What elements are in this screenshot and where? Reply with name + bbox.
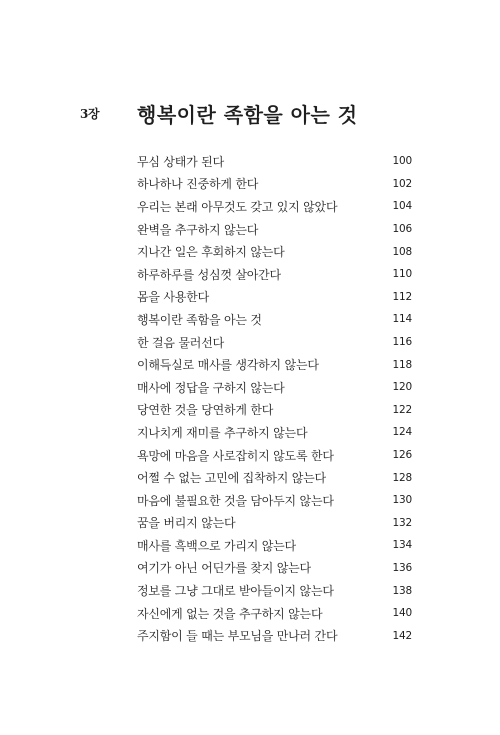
toc-entry-title: 몸을 사용한다	[137, 290, 209, 305]
toc-entry[interactable]	[137, 624, 412, 647]
toc-entry-page-number: 126	[392, 449, 412, 462]
toc-entry-page-number: 118	[392, 358, 412, 371]
toc-entry-title: 욕망에 마음을 사로잡히지 않도록 한다	[137, 448, 334, 463]
toc-entry[interactable]	[137, 489, 412, 512]
toc-entry-page-number: 116	[392, 336, 412, 349]
toc-entry[interactable]	[137, 173, 412, 196]
toc-entry[interactable]	[137, 331, 412, 354]
toc-entry-title: 매사를 흑백으로 가리지 않는다	[137, 538, 296, 553]
toc-entry-title: 행복이란 족함을 아는 것	[137, 312, 262, 327]
toc-entry-title: 한 걸음 물러선다	[137, 335, 224, 350]
toc-entry-page-number: 134	[392, 539, 412, 552]
toc-entry-title: 꿈을 버리지 않는다	[137, 516, 236, 531]
toc-entry-page-number: 100	[392, 155, 412, 168]
toc-entry-title: 우리는 본래 아무것도 갖고 있지 않았다	[137, 199, 338, 214]
toc-entry-page-number: 112	[392, 290, 412, 303]
toc-entry[interactable]	[137, 444, 412, 467]
toc-entry-page-number: 140	[392, 607, 412, 620]
toc-entry-page-number: 128	[392, 471, 412, 484]
toc-entry-page-number: 114	[392, 313, 412, 326]
toc-entry[interactable]	[137, 353, 412, 376]
toc-entry[interactable]	[137, 195, 412, 218]
toc-entry-title: 지나간 일은 후회하지 않는다	[137, 245, 285, 260]
toc-entry-page-number: 132	[392, 516, 412, 529]
toc-entry-page-number: 120	[392, 381, 412, 394]
toc-entry-title: 무심 상태가 된다	[137, 154, 224, 169]
table-of-contents	[137, 150, 412, 647]
toc-entry[interactable]	[137, 399, 412, 422]
toc-entry[interactable]	[137, 240, 412, 263]
toc-entry-title: 하루하루를 성심껏 살아간다	[137, 267, 281, 282]
toc-entry-page-number: 124	[392, 426, 412, 439]
toc-entry-page-number: 108	[392, 245, 412, 258]
toc-entry[interactable]	[137, 376, 412, 399]
toc-entry-page-number: 102	[392, 177, 412, 190]
toc-entry-page-number: 110	[392, 268, 412, 281]
toc-entry-title: 완벽을 추구하지 않는다	[137, 222, 259, 237]
toc-entry[interactable]	[137, 308, 412, 331]
toc-entry[interactable]	[137, 263, 412, 286]
toc-entry-title: 마음에 불필요한 것을 담아두지 않는다	[137, 493, 334, 508]
toc-entry[interactable]	[137, 421, 412, 444]
toc-entry-page-number: 122	[392, 403, 412, 416]
toc-entry[interactable]	[137, 466, 412, 489]
toc-entry-page-number: 142	[392, 629, 412, 642]
toc-entry-title: 주지함이 들 때는 부모님을 만나러 간다	[137, 629, 338, 644]
toc-entry-title: 자신에게 없는 것을 추구하지 않는다	[137, 606, 323, 621]
toc-entry-title: 이해득실로 매사를 생각하지 않는다	[137, 358, 319, 373]
toc-entry-page-number: 136	[392, 561, 412, 574]
toc-entry-title: 어쩔 수 없는 고민에 집착하지 않는다	[137, 471, 326, 486]
toc-entry-title: 여기가 아닌 어딘가를 찾지 않는다	[137, 561, 311, 576]
toc-entry[interactable]	[137, 150, 412, 173]
toc-entry[interactable]	[137, 218, 412, 241]
toc-entry-title: 지나치게 재미를 추구하지 않는다	[137, 425, 308, 440]
toc-entry[interactable]	[137, 512, 412, 535]
toc-entry-page-number: 104	[392, 200, 412, 213]
toc-entry[interactable]	[137, 557, 412, 580]
toc-entry-title: 하나하나 진중하게 한다	[137, 177, 259, 192]
chapter-label: 3장	[80, 107, 100, 121]
toc-entry-page-number: 138	[392, 584, 412, 597]
toc-entry-title: 정보를 그냥 그대로 받아들이지 않는다	[137, 584, 334, 599]
toc-entry[interactable]	[137, 602, 412, 625]
toc-entry-page-number: 106	[392, 223, 412, 236]
toc-entry[interactable]	[137, 579, 412, 602]
toc-entry[interactable]	[137, 286, 412, 309]
toc-entry-page-number: 130	[392, 494, 412, 507]
chapter-title: 행복이란 족함을 아는 것	[137, 103, 358, 127]
toc-entry-title: 당연한 것을 당연하게 한다	[137, 403, 274, 418]
toc-entry-title: 매사에 정답을 구하지 않는다	[137, 380, 285, 395]
toc-entry[interactable]	[137, 534, 412, 557]
